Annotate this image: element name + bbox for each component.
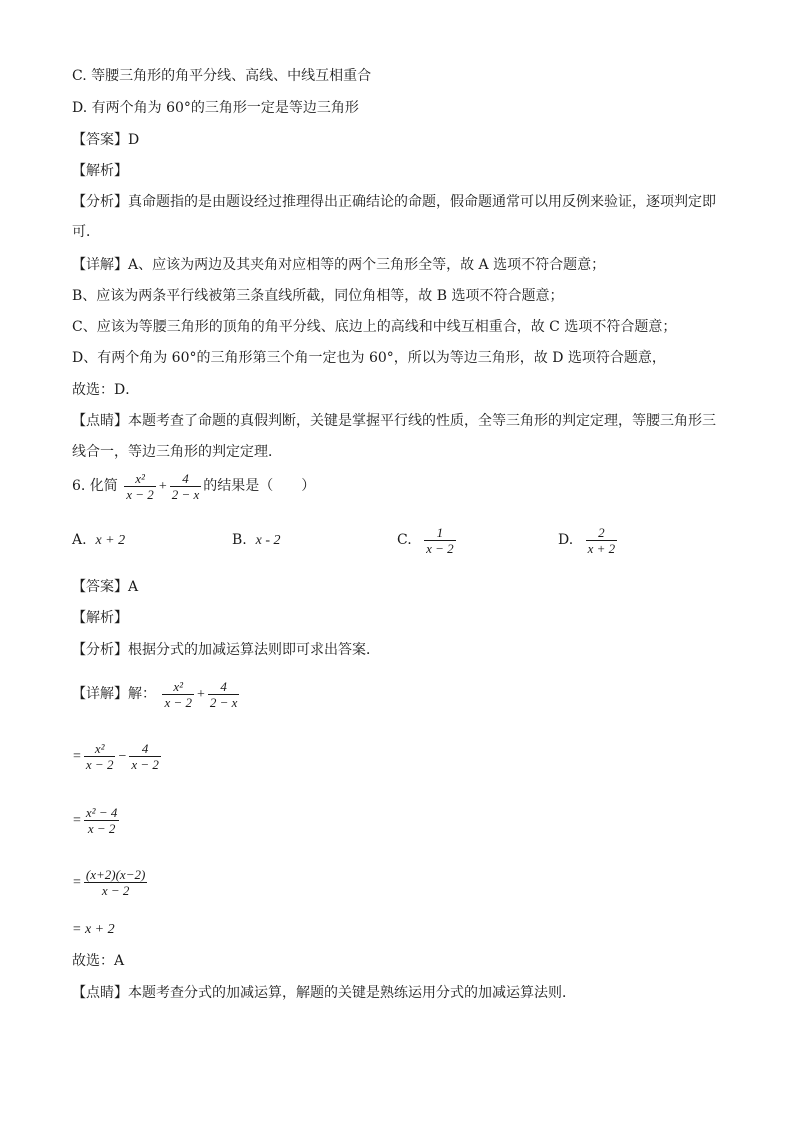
fenxi-line-2: 可． <box>72 224 100 240</box>
option-label: D. <box>558 532 574 548</box>
fraction-denominator: x − 2 <box>85 756 114 772</box>
fraction-denominator: x − 2 <box>426 540 454 556</box>
answer-label: 【答案】D <box>72 132 140 148</box>
option-d <box>558 520 619 560</box>
fraction-numerator: 4 <box>182 470 189 486</box>
comment-line: 【点睛】本题考查分式的加减运算，解题的关键是熟练运用分式的加减运算法则． <box>72 985 576 1001</box>
option-fraction <box>586 525 618 556</box>
step-4: = x + 2 <box>72 922 115 937</box>
step-fraction-1 <box>84 741 116 772</box>
stem-suffix: 的结果是（ ） <box>203 478 316 494</box>
question-6-stem <box>72 468 732 505</box>
fraction-numerator: x² − 4 <box>85 804 118 820</box>
fraction-numerator: (x+2)(x−2) <box>85 866 146 882</box>
fraction-numerator: 4 <box>220 678 227 694</box>
detail-line <box>72 674 732 715</box>
option-a <box>72 520 125 561</box>
detail-d: D、有两个角为 60°的三角形第三个角一定也为 60°，所以为等边三角形，故 D 选项符合题意， <box>72 350 666 366</box>
fraction-denominator: 2 − x <box>209 694 238 710</box>
fraction-denominator: x − 2 <box>164 694 192 710</box>
stem-fraction-2 <box>170 471 202 502</box>
option-expr: x - 2 <box>255 533 281 548</box>
fraction-denominator: x − 2 <box>126 486 154 502</box>
comment-line-1: 【点睛】本题考查了命题的真假判断，关键是掌握平行线的性质，全等三角形的判定定理，等腰三角形三 <box>72 413 716 429</box>
fraction-numerator: 2 <box>598 524 605 540</box>
step-1 <box>72 736 732 777</box>
step-fraction-2 <box>129 741 161 772</box>
fraction-numerator: 1 <box>436 524 444 540</box>
fraction-denominator: x − 2 <box>131 756 159 772</box>
stem-fraction-1 <box>124 471 156 502</box>
equals-sign: = <box>73 813 81 828</box>
option-c: C. 等腰三角形的角平分线、高线、中线互相重合 <box>72 68 372 84</box>
option-label: A. <box>72 532 87 548</box>
option-label: C. <box>397 532 412 548</box>
fraction-denominator: 2 − x <box>171 486 200 502</box>
choose-line: 故选：A <box>72 953 125 969</box>
analysis-label: 【解析】 <box>72 610 128 626</box>
fraction-numerator: 4 <box>141 740 149 756</box>
question-6-options <box>72 520 732 560</box>
option-b <box>232 520 281 561</box>
fraction-denominator: x + 2 <box>587 540 616 556</box>
fraction-numerator: x² <box>173 678 184 694</box>
comment-line-2: 线合一，等边三角形的判定定理． <box>72 444 282 460</box>
choose-line: 故选：D． <box>72 382 140 398</box>
stem-prefix: 6. 化简 <box>72 478 118 494</box>
option-fraction <box>424 525 456 556</box>
detail-fraction-2 <box>208 679 240 710</box>
equals-sign: = <box>73 875 81 890</box>
detail-c: C、应该为等腰三角形的顶角的角平分线、底边上的高线和中线互相重合，故 C 选项不符合题意； <box>72 319 677 335</box>
option-d: D. 有两个角为 60°的三角形一定是等边三角形 <box>72 100 359 116</box>
option-expr: x + 2 <box>95 533 126 548</box>
option-label: B. <box>232 532 247 548</box>
step-fraction <box>84 867 147 898</box>
detail-prefix: 【详解】解： <box>72 686 156 702</box>
step-2 <box>72 800 732 841</box>
step-3 <box>72 862 732 903</box>
fenxi-line-1: 【分析】真命题指的是由题设经过推理得出正确结论的命题，假命题通常可以用反例来验证，逐项判定即 <box>72 194 716 210</box>
fraction-numerator: x² <box>94 740 105 756</box>
plus-sign: + <box>158 479 167 494</box>
detail-fraction-1 <box>162 679 194 710</box>
plus-sign: + <box>197 687 205 702</box>
minus-sign: − <box>118 749 127 764</box>
fraction-numerator: x² <box>135 470 145 486</box>
detail-a: 【详解】A、应该为两边及其夹角对应相等的两个三角形全等，故 A 选项不符合题意； <box>72 257 606 273</box>
equals-sign: = <box>73 749 81 764</box>
fenxi-line: 【分析】根据分式的加减运算法则即可求出答案． <box>72 642 380 658</box>
option-c <box>397 520 458 560</box>
fraction-denominator: x − 2 <box>101 882 130 898</box>
analysis-label: 【解析】 <box>72 163 128 179</box>
answer-label: 【答案】A <box>72 579 139 595</box>
step-fraction <box>84 805 119 836</box>
fraction-denominator: x − 2 <box>87 820 116 836</box>
detail-b: B、应该为两条平行线被第三条直线所截，同位角相等，故 B 选项不符合题意； <box>72 288 564 304</box>
